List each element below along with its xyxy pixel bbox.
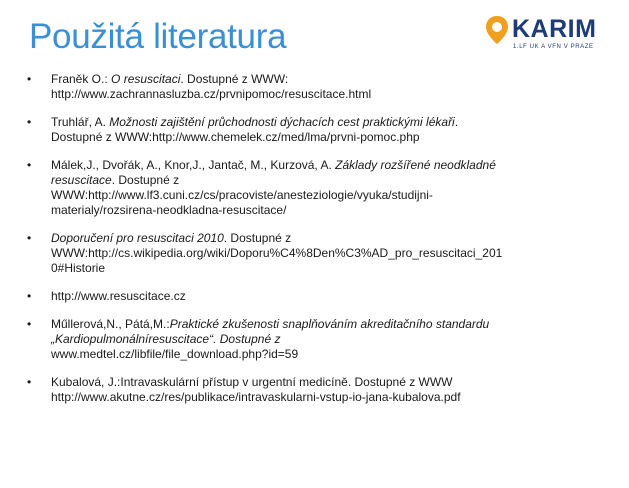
reference-text: Truhlář, A. bbox=[51, 115, 110, 129]
location-pin-icon bbox=[484, 15, 510, 45]
reference-line bbox=[51, 203, 587, 218]
reference-line bbox=[51, 188, 587, 203]
reference-item bbox=[27, 72, 587, 102]
reference-text: Franěk O.: bbox=[51, 72, 112, 86]
reference-line bbox=[51, 72, 587, 87]
reference-text: http://www.resuscitace.cz bbox=[51, 289, 186, 303]
reference-text: Dostupné z WWW:http://www.chemelek.cz/med/lma/prvni-pomoc.php bbox=[51, 130, 420, 144]
reference-line bbox=[51, 173, 587, 188]
reference-item bbox=[27, 289, 587, 304]
reference-list bbox=[27, 72, 587, 418]
reference-line bbox=[51, 261, 587, 276]
bullet: • bbox=[27, 231, 32, 245]
reference-text: http://www.akutne.cz/res/publikace/intravaskularni-vstup-io-jana-kubalova.pdf bbox=[51, 390, 461, 404]
reference-line bbox=[51, 289, 587, 304]
reference-item bbox=[27, 375, 587, 405]
reference-line bbox=[51, 158, 587, 173]
reference-text: WWW:http://www.lf3.cuni.cz/cs/pracoviste/anesteziologie/vyuka/studijni- bbox=[51, 188, 433, 202]
reference-text: Praktické zkušenosti snaplňováním akreditačního standardu bbox=[169, 317, 490, 331]
reference-item bbox=[27, 231, 587, 276]
reference-text: „Kardiopulmonálníresuscitace“. Dostupné z bbox=[51, 332, 281, 346]
reference-text: Doporučení pro resuscitaci 2010 bbox=[51, 231, 224, 245]
reference-text: . Dostupné z bbox=[223, 231, 292, 245]
reference-text: WWW:http://cs.wikipedia.org/wiki/Doporu%C4%8Den%C3%AD_pro_resuscitaci_201 bbox=[51, 246, 503, 260]
reference-line bbox=[51, 231, 587, 246]
reference-text: resuscitace bbox=[51, 173, 112, 187]
reference-line bbox=[51, 347, 587, 362]
reference-text: Málek,J., Dvořák, A., Knor,J., Jantač, M., Kurzová, A. bbox=[51, 158, 336, 172]
reference-text: Műllerová,N., Pátá,M.: bbox=[51, 317, 170, 331]
reference-text: Kubalová, J.:Intravaskulární přístup v urgentní medicíně. Dostupné z WWW bbox=[51, 375, 453, 389]
reference-text: . bbox=[454, 115, 459, 129]
bullet: • bbox=[27, 72, 32, 86]
reference-line bbox=[51, 115, 587, 130]
logo-wordmark: KARIM bbox=[512, 15, 597, 43]
reference-line bbox=[51, 317, 587, 332]
reference-item bbox=[27, 317, 587, 362]
reference-text: O resuscitaci bbox=[111, 72, 181, 86]
reference-line bbox=[51, 390, 587, 405]
reference-line bbox=[51, 130, 587, 145]
reference-text: materialy/rozsirena-neodkladna-resuscitace/ bbox=[51, 203, 287, 217]
reference-text: Možnosti zajištění průchodnosti dýchacích cest praktickými lékaři bbox=[109, 115, 455, 129]
karim-logo bbox=[484, 13, 612, 53]
reference-text: . Dostupné z WWW: bbox=[180, 72, 289, 86]
reference-line bbox=[51, 87, 587, 102]
reference-item bbox=[27, 158, 587, 218]
bullet: • bbox=[27, 317, 32, 331]
reference-line bbox=[51, 246, 587, 261]
reference-line bbox=[51, 332, 587, 347]
reference-text: Základy rozšířené neodkladné bbox=[335, 158, 496, 172]
reference-item bbox=[27, 115, 587, 145]
bullet: • bbox=[27, 289, 32, 303]
reference-text: http://www.zachrannasluzba.cz/prvnipomoc/resuscitace.html bbox=[51, 87, 372, 101]
bullet: • bbox=[27, 115, 32, 129]
bullet: • bbox=[27, 158, 32, 172]
reference-text: 0#Historie bbox=[51, 261, 106, 275]
page-title: Použitá literatura bbox=[29, 17, 287, 56]
reference-line bbox=[51, 375, 587, 390]
reference-text: . Dostupné z bbox=[111, 173, 180, 187]
bullet: • bbox=[27, 375, 32, 389]
reference-text: www.medtel.cz/libfile/file_download.php?id=59 bbox=[51, 347, 299, 361]
logo-subtitle: 1.LF UK A VFN V PRAZE bbox=[513, 44, 594, 50]
